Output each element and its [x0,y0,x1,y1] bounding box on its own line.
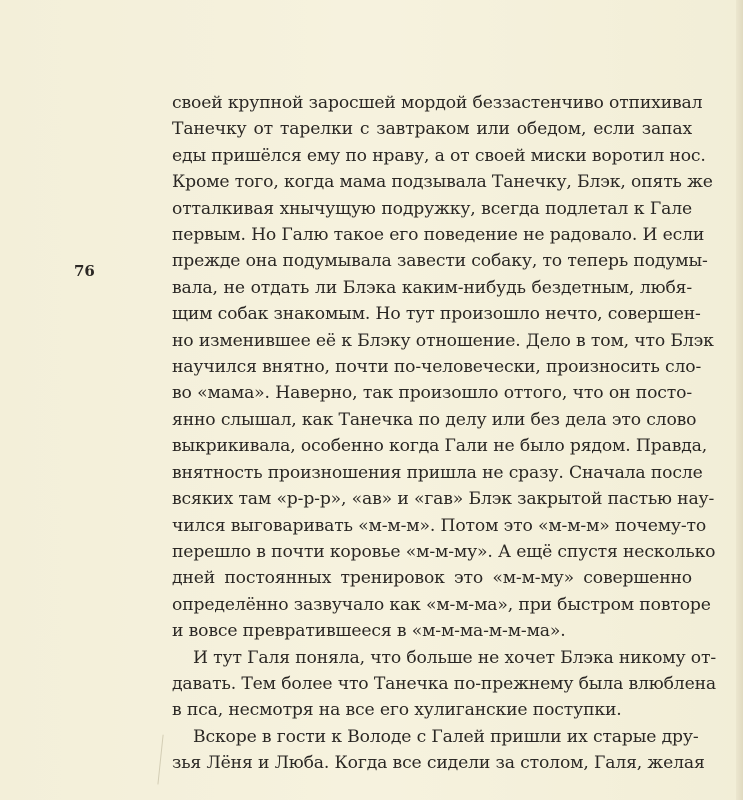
text-line: щим собак знакомым. Но тут произошло нечто, совершен- [172,304,701,325]
text-line: И тут Галя поняла, что больше не хочет Блэка никому от- [193,647,716,668]
page-edge [736,0,743,800]
text-line: Танечку от тарелки с завтраком или обедом, если запах [172,119,692,140]
text-line: Кроме того, когда мама подзывала Танечку, Блэк, опять же [172,172,713,193]
text-line: всяких там «р-р-р», «ав» и «гав» Блэк закрытой пастью нау- [172,489,715,510]
text-line: янно слышал, как Танечка по делу или без дела это слово [172,409,697,430]
text-line: внятность произношения пришла не сразу. Сначала после [172,462,703,483]
text-line: прежде она подумывала завести собаку, то теперь подумы- [172,251,708,272]
text-line: но изменившее её к Блэку отношение. Дело в том, что Блэк [172,330,714,351]
pencil-mark [157,735,171,786]
text-line: еды пришёлся ему по нраву, а от своей миски воротил нос. [172,145,706,166]
page-number: 76 [74,262,95,280]
text-line: зья Лёня и Люба. Когда все сидели за столом, Галя, желая [172,753,705,774]
text-line: отталкивая хнычущую подружку, всегда подлетал к Гале [172,198,692,219]
text-line: дней постоянных тренировок это «м-м-му» совершенно [172,568,692,589]
text-line: чился выговаривать «м-м-м». Потом это «м-м-м» почему-то [172,515,707,536]
text-line: в пса, несмотря на все его хулиганские поступки. [172,700,622,721]
text-line: Вскоре в гости к Володе с Галей пришли их старые дру- [193,726,699,747]
text-line: давать. Тем более что Танечка по-прежнему была влюблена [172,673,716,694]
text-line: вала, не отдать ли Блэка каким-нибудь бездетным, любя- [172,277,692,298]
text-line: своей крупной заросшей мордой беззастенчиво отпихивал [172,93,703,113]
text-line: выкрикивала, особенно когда Гали не было рядом. Правда, [172,436,708,457]
text-line: и вовсе превратившееся в «м-м-ма-м-м-ма». [172,621,566,642]
text-line: во «мама». Наверно, так произошло оттого, что он посто- [172,383,692,404]
text-line: научился внятно, почти по-человечески, произносить сло- [172,357,702,378]
body-text [172,90,716,777]
text-line: определённо зазвучало как «м-м-ма», при быстром повторе [172,594,711,615]
text-line: первым. Но Галю такое его поведение не радовало. И если [172,225,705,246]
text-line: перешло в почти коровье «м-м-му». А ещё спустя несколько [172,541,716,562]
